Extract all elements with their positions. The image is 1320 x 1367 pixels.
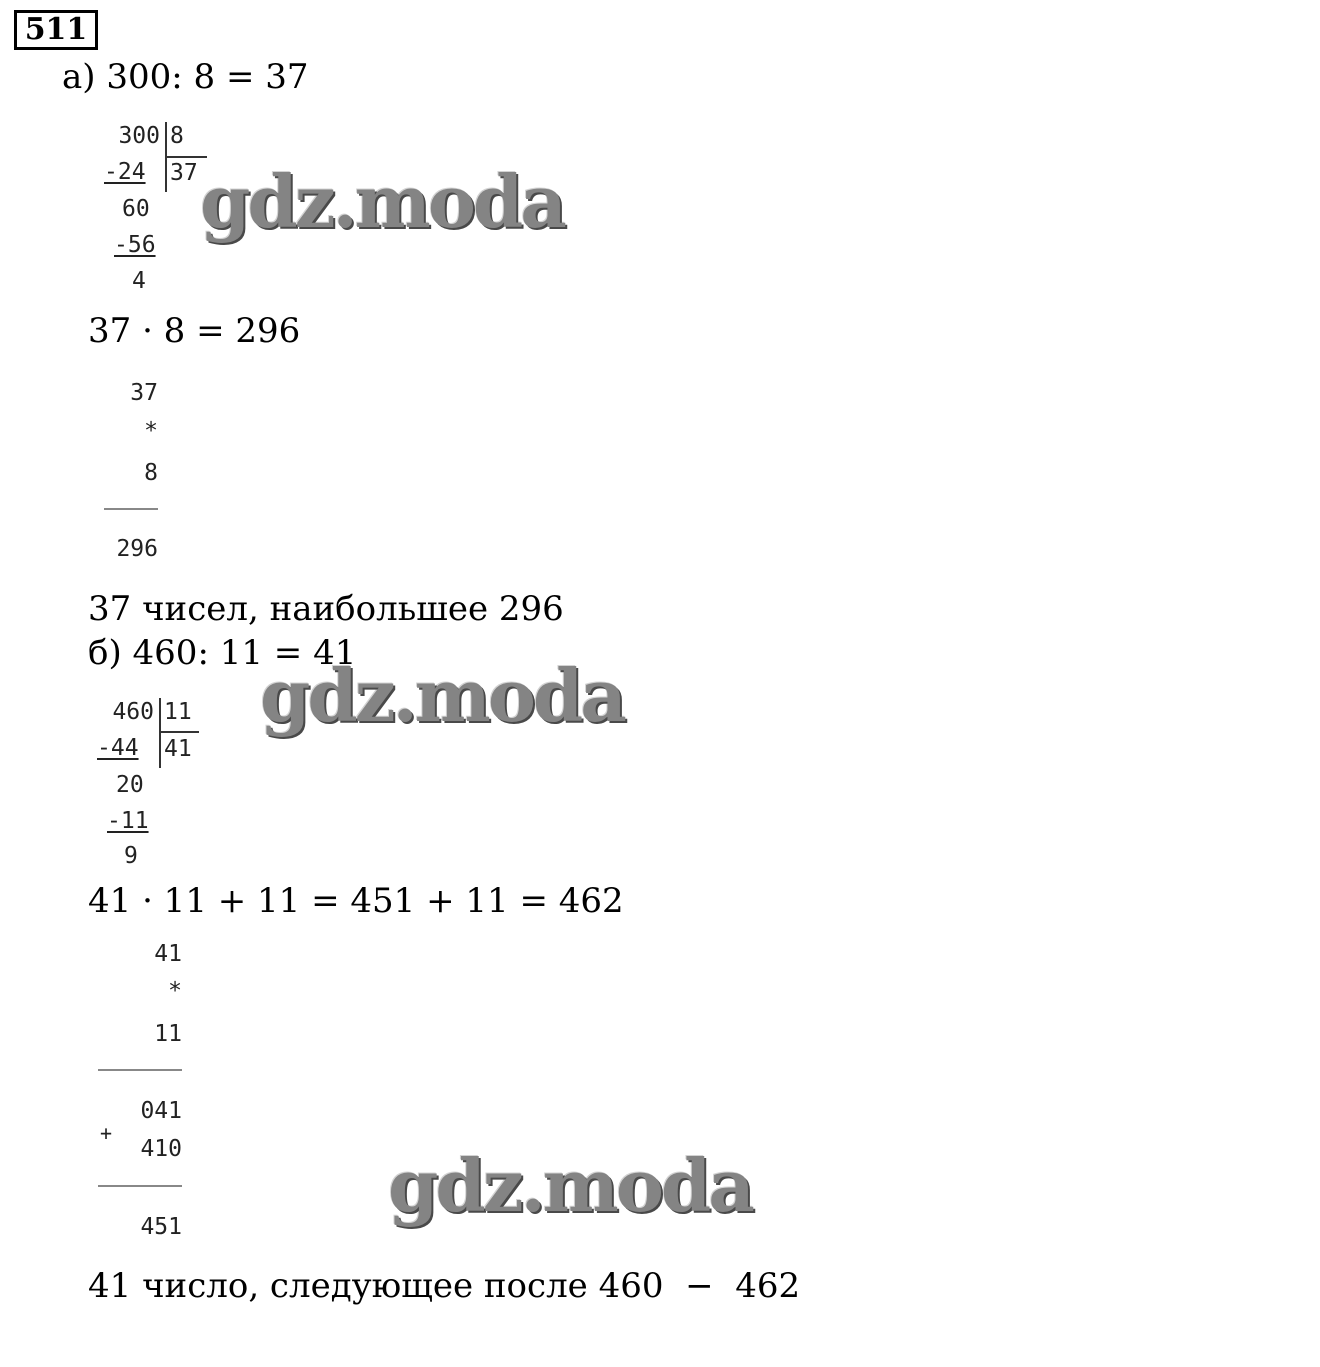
multiplication-product: 451 [140,1214,182,1240]
watermark: gdz.moda [388,1143,752,1228]
division-quotient: 37 [170,160,198,186]
multiplication-partial: 410 [140,1136,182,1162]
multiplication-factor: 37 [130,380,158,406]
part-a-answer: 37 чисел, наибольшее 296 [88,589,564,629]
part-a-equation: а) 300: 8 = 37 [62,57,309,97]
watermark: gdz.moda [260,653,624,738]
division-divisor: 8 [170,123,184,149]
part-b-answer: 41 число, следующее после 460 − 462 [88,1266,801,1306]
addition-line [98,1185,182,1187]
division-horizontal-line [167,156,207,158]
division-dividend: 300 [118,123,160,149]
division-remainder: 9 [124,843,138,869]
division-horizontal-line [161,731,199,733]
multiplication-factor: 41 [154,941,182,967]
division-divisor: 11 [164,699,192,725]
division-vertical-line [159,698,161,768]
multiplication-partial: 041 [140,1098,182,1124]
multiplication-product: 296 [116,536,158,562]
multiplication-sign: * [168,978,182,1004]
division-subtrahend: -24 [104,159,146,185]
addition-sign: + [100,1121,113,1145]
division-dividend: 460 [112,699,154,725]
multiplication-line [98,1069,182,1071]
division-subtrahend: -11 [107,808,149,834]
part-a-check-equation: 37 · 8 = 296 [88,311,301,351]
multiplication-line [104,508,158,510]
multiplication-factor: 11 [154,1021,182,1047]
division-remainder-step: 60 [122,196,150,222]
multiplication-sign: * [144,418,158,444]
task-number: 511 [14,10,98,50]
division-remainder: 4 [132,268,146,294]
part-b-check-equation: 41 · 11 + 11 = 451 + 11 = 462 [88,881,624,921]
division-subtrahend: -44 [97,735,139,761]
division-subtrahend: -56 [114,232,156,258]
part-b-equation: б) 460: 11 = 41 [88,633,357,673]
division-quotient: 41 [164,736,192,762]
division-remainder-step: 20 [116,772,144,798]
watermark: gdz.moda [200,159,564,244]
multiplication-factor: 8 [144,460,158,486]
